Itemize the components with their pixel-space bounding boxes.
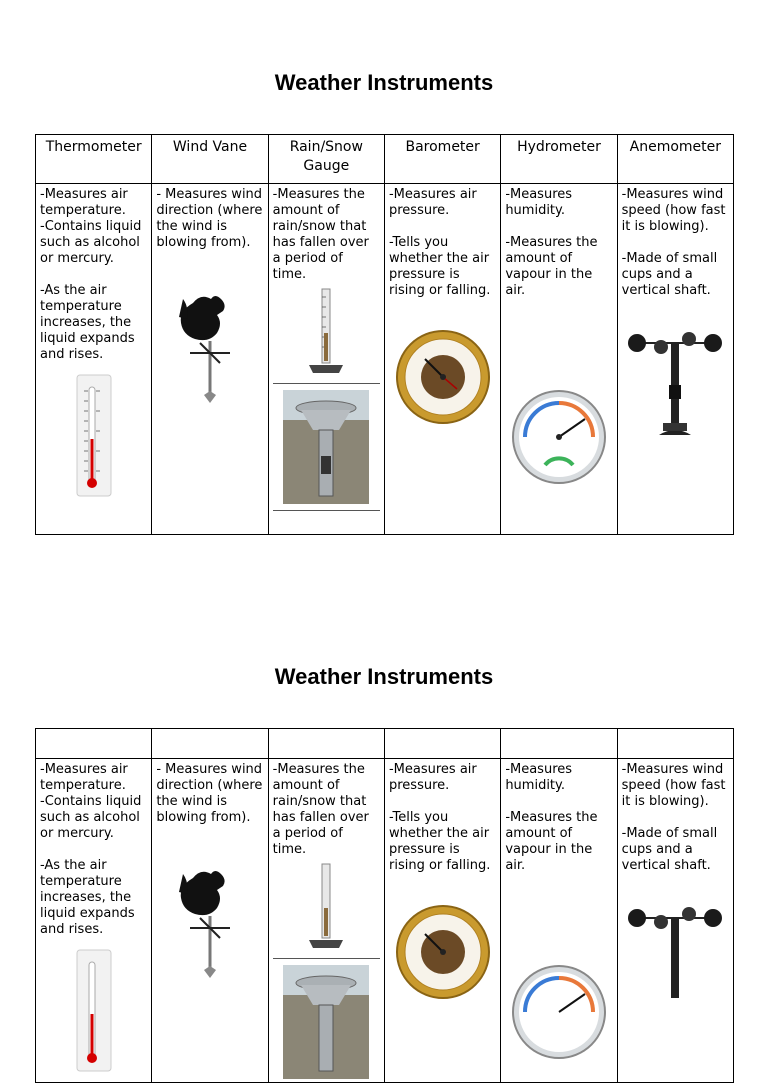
weather-instruments-table-2: [35, 728, 734, 1083]
wind-vane-icon: [175, 291, 245, 406]
anemometer-text-1: -Measures wind speed (how fast it is blowing).: [621, 762, 726, 809]
header-blank-2: [152, 729, 268, 759]
header-barometer: Barometer: [384, 135, 500, 184]
header-row-blank: [36, 729, 734, 759]
description-row: [36, 184, 734, 535]
header-blank-6: [617, 729, 733, 759]
header-row: [36, 135, 734, 184]
thermometer-icon: [74, 948, 114, 1073]
anemometer-text-2: -Made of small cups and a vertical shaft.: [621, 251, 718, 298]
rain-gauge-icon: [301, 860, 351, 952]
rain-gauge-photo: [283, 965, 369, 1079]
header-thermometer: Thermometer: [36, 135, 152, 184]
barometer-text-2: -Tells you whether the air pressure is rising or falling.: [388, 235, 491, 298]
cell-thermometer: [36, 184, 152, 535]
rain-gauge-photo: [283, 390, 369, 504]
cell-hydrometer: [501, 759, 617, 1083]
hygrometer-dial-icon: [511, 389, 607, 485]
thermometer-text-2: -As the air temperature increases, the liquid expands and rises.: [40, 858, 135, 937]
barometer-icon: [395, 329, 491, 425]
divider: [273, 383, 380, 384]
rain-gauge-text: -Measures the amount of rain/snow that has fallen over a period of time.: [272, 762, 369, 857]
weather-instruments-table: [35, 134, 734, 535]
barometer-text-1: -Measures air pressure.: [388, 762, 477, 793]
header-blank-4: [384, 729, 500, 759]
page-title-2: Weather Instruments: [274, 664, 494, 689]
header-rain-gauge: Rain/Snow Gauge: [268, 135, 384, 184]
description-row: [36, 759, 734, 1083]
barometer-text-2: -Tells you whether the air pressure is rising or falling.: [388, 810, 491, 873]
hydrometer-text-1: -Measures humidity.: [505, 762, 573, 793]
hygrometer-dial-icon: [511, 964, 607, 1060]
cell-barometer: [384, 184, 500, 535]
thermometer-text-1: -Measures air temperature. -Contains liquid such as alcohol or mercury.: [40, 187, 142, 266]
barometer-text-1: -Measures air pressure.: [388, 187, 477, 218]
divider: [273, 510, 380, 511]
cell-rain-gauge: [268, 759, 384, 1083]
thermometer-icon: [74, 373, 114, 498]
barometer-icon: [395, 904, 491, 1000]
anemometer-icon: [625, 900, 725, 1020]
anemometer-text-2: -Made of small cups and a vertical shaft.: [621, 826, 718, 873]
header-blank-5: [501, 729, 617, 759]
cell-rain-gauge: [268, 184, 384, 535]
header-blank-1: [36, 729, 152, 759]
cell-hydrometer: [501, 184, 617, 535]
header-blank-3: [268, 729, 384, 759]
thermometer-text-2: -As the air temperature increases, the liquid expands and rises.: [40, 283, 135, 362]
cell-anemometer: [617, 184, 733, 535]
hydrometer-text-1: -Measures humidity.: [505, 187, 573, 218]
rain-gauge-icon: [301, 285, 351, 377]
divider: [273, 958, 380, 959]
header-anemometer: Anemometer: [617, 135, 733, 184]
wind-vane-icon: [175, 866, 245, 981]
cell-wind-vane: [152, 184, 268, 535]
page-title: Weather Instruments: [274, 70, 494, 95]
cell-barometer: [384, 759, 500, 1083]
hydrometer-text-2: -Measures the amount of vapour in the air.: [505, 235, 598, 298]
anemometer-icon: [625, 325, 725, 445]
cell-thermometer: [36, 759, 152, 1083]
hydrometer-text-2: -Measures the amount of vapour in the air.: [505, 810, 598, 873]
header-hydrometer: Hydrometer: [501, 135, 617, 184]
thermometer-text-1: -Measures air temperature. -Contains liquid such as alcohol or mercury.: [40, 762, 142, 841]
rain-gauge-text: -Measures the amount of rain/snow that has fallen over a period of time.: [272, 187, 369, 282]
cell-wind-vane: [152, 759, 268, 1083]
header-wind-vane: Wind Vane: [152, 135, 268, 184]
wind-vane-text: - Measures wind direction (where the wind is blowing from).: [156, 762, 263, 825]
cell-anemometer: [617, 759, 733, 1083]
anemometer-text-1: -Measures wind speed (how fast it is blowing).: [621, 187, 726, 234]
wind-vane-text: - Measures wind direction (where the wind is blowing from).: [156, 187, 263, 250]
